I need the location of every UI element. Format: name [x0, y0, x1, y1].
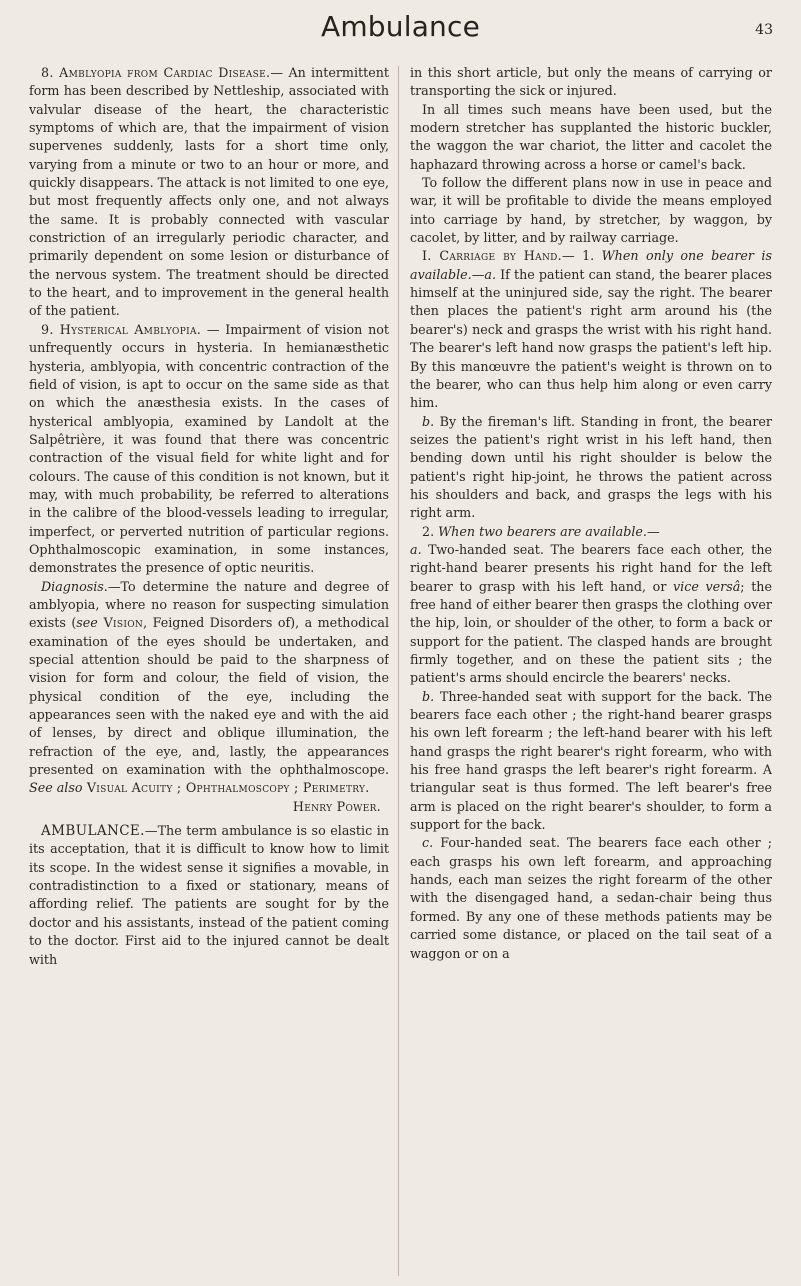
paragraph-text: Three-handed seat with support for the back. The bearers face each other ; the right-hand bearer grasps his own left forearm ; the left-hand bearer with his left hand grasps the right bearer's right forearm, who with his free hand grasps the left bearer's right forearm. A triangular seat is thus formed. The left bearer's free arm is placed on the right bearer's shoulder, to form a support for the back.	[410, 688, 772, 833]
paragraph-four-handed-seat	[410, 834, 772, 962]
cross-ref-vision: Vision	[97, 615, 144, 631]
section-heading-cardiac: 8. Amblyopia from Cardiac Disease.—	[41, 65, 284, 80]
paragraph-continuation: in this short article, but only the means of carrying or transporting the sick or injured.	[410, 65, 772, 99]
paragraph-cardiac-amblyopia	[29, 64, 389, 321]
subsection-title: When only one bearer is available.	[410, 248, 772, 282]
paragraph-ambulance-entry	[29, 822, 389, 969]
item-label: b.	[422, 688, 435, 704]
cross-ref-list: Visual Acuity ; Ophthalmoscopy ; Perimetry.	[82, 780, 370, 796]
diagnosis-label: Diagnosis.	[41, 578, 108, 594]
paragraph-text: — Impairment of vision not unfrequently occurs in hysteria. In hemianæsthetic hysteria, amblyopia, with concentric contraction of the field of vision, is apt to occur on the same side as that on which the anæsthesia exists. In the cases of hysterical amblyopia, examined by Landolt at the Salpêtrière, it was found that there was concentric contraction of the visual field for white light and for colours. The cause of this condition is not known, but it may, with much probability, be referred to alterations in the calibre of the blood-vessels leading to irregular, imperfect, or perverted nutrition of particular regions. Ophthalmoscopic examination, in some instances, demonstrates the presence of optic neuritis.	[29, 321, 389, 576]
paragraph-historic-means: In all times such means have been used, but the modern stretcher has supplanted the historic buckler, the waggon the war chariot, the litter and cacolet the haphazard throwing across a horse or camel's back.	[410, 101, 772, 172]
paragraph-plans: To follow the different plans now in use in peace and war, it will be profitable to divide the means employed into carriage by hand, by stretcher, by waggon, by cacolet, by litter, and by railway carriage.	[410, 175, 772, 246]
paragraph-text: , Feigned Disorders of), a methodical examination of the eyes should be undertaken, and special attention should be paid to the sharpness of vision for form and colour, the field of vision, the physical condition of the eye, including the appearances seen with the naked eye and with the aid of lenses, by direct and oblique illumination, the refraction of the eye, and, lastly, the appearances presented on examination with the ophthalmoscope.	[29, 615, 389, 778]
paragraph-two-bearers	[410, 523, 772, 541]
paragraph-diagnosis	[29, 578, 389, 798]
paragraph-text: —To determine the nature and degree of amblyopia, where no reason for suspecting simulation exists (	[29, 578, 389, 631]
right-column	[410, 64, 772, 1276]
item-label: a.	[410, 541, 422, 557]
paragraph-three-handed-seat	[410, 688, 772, 835]
page-number: 43	[755, 22, 773, 38]
section-heading-carriage-by-hand: I. Carriage by Hand.	[422, 248, 562, 264]
see-also-reference: See also	[29, 780, 83, 796]
paragraph-text: An intermittent form has been described by Nettleship, associated with valvular disease of the heart, the characteristic symptoms of which are, that the impairment of vision supervenes suddenly, lasts for a short time only, varying from a minute or two to an hour or more, and quickly disappears. The attack is not limited to one eye, but most frequently affects only one, and not always the same. It is probably connected with vascular constriction of an irregularly periodic character, and primarily dependent on some lesion or disturbance of the nervous system. The treatment should be directed to the heart, and to improvement in the general health of the patient.	[29, 65, 389, 319]
section-heading-hysterical: 9. Hysterical Amblyopia.	[41, 321, 202, 337]
column-divider	[398, 66, 399, 1276]
paragraph-text: —The term ambulance is so elastic in its acceptation, that it is difficult to know how to limit its scope. In the widest sense it signifies a movable, in contradistinction to a fixed or stationary, means of affording relief. The patients are sought for by the doctor and his assistants, instead of the patient coming to the doctor. First aid to the injured cannot be dealt with	[29, 823, 389, 967]
dash: —	[646, 523, 660, 539]
paragraph-hysterical-amblyopia	[29, 321, 389, 578]
author-signature: Henry Power.	[292, 798, 381, 814]
paragraph-text: By the fireman's lift. Standing in front, the bearer seizes the patient's right wrist in his left hand, then bending down until his right shoulder is below the patient's right hip-joint, he throws the patient across his shoulders and back, and grasps the legs with his right arm.	[410, 413, 772, 521]
paragraph-fireman-lift	[410, 413, 772, 523]
see-reference: see	[76, 615, 98, 631]
list-number: 2.	[422, 523, 439, 539]
paragraph-text: If the patient can stand, the bearer places himself at the uninjured side, say the right. The bearer then places the patient's right arm around his (the bearer's) neck and grasps the wrist with his right hand. The bearer's left hand now grasps the patient's left hip. By this manœuvre the patient's weight is thrown on to the bearer, who can thus help him along or even carry him.	[410, 266, 772, 411]
latin-phrase: vice versâ	[673, 578, 741, 594]
item-label: b.	[422, 413, 435, 429]
left-column	[29, 64, 389, 1276]
paragraph-text: ; the free hand of either bearer then grasps the clothing over the hip, loin, or shoulder of the other, to form a back or support for the patient. The clasped hands are brought firmly together, and on these the patient sits ; the patient's arms should encircle the bearers' necks.	[410, 578, 772, 686]
paragraph-one-bearer	[410, 247, 772, 412]
paragraph-text: Two-handed seat. The bearers face each other, the right-hand bearer presents his right hand for the left bearer to grasp with his left hand, or	[410, 541, 772, 594]
list-number: — 1.	[561, 248, 602, 264]
item-label: c.	[422, 835, 434, 851]
running-head: Ambulance	[320, 10, 481, 43]
item-label: —a.	[471, 266, 496, 282]
subsection-title: When two bearers are available.	[438, 523, 647, 539]
paragraph-text: Four-handed seat. The bearers face each other ; each grasps his own left forearm, and approaching hands, each man seizes the right forearm of the other with the disengaged hand, a sedan-chair being thus formed. By any one of these methods patients may be carried some distance, or placed on the tail seat of a waggon or on a	[410, 835, 772, 961]
paragraph-two-handed-seat	[410, 541, 772, 688]
entry-headword: AMBULANCE.	[41, 823, 145, 840]
page-header	[0, 8, 801, 58]
